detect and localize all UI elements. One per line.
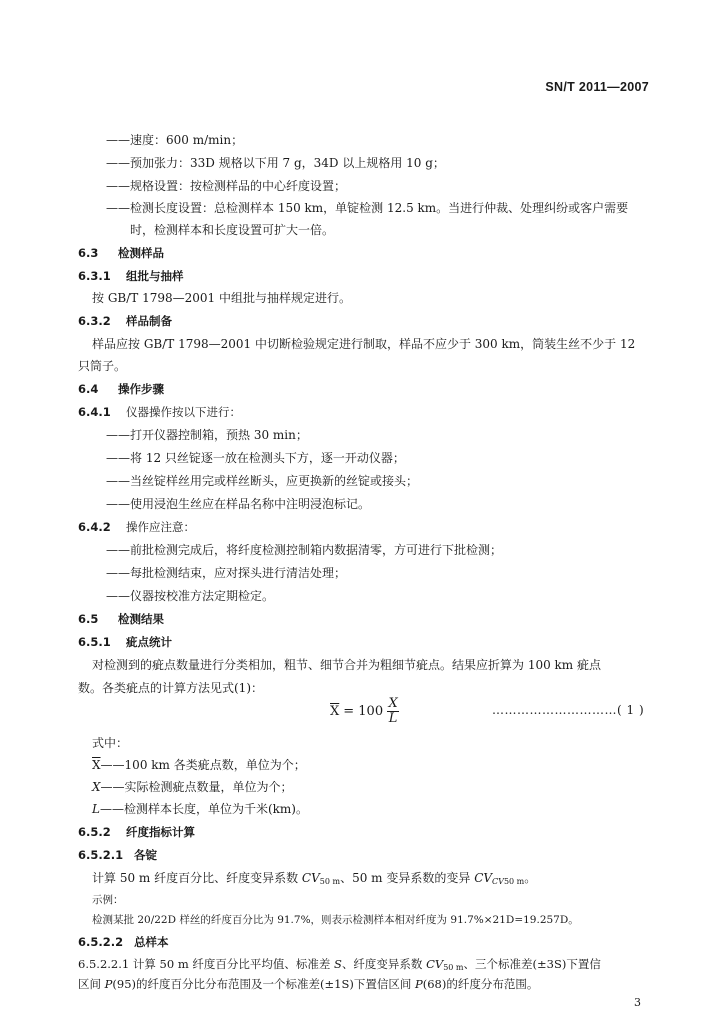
section-number: 6.5 xyxy=(78,612,99,626)
fraction-denominator: L xyxy=(388,711,398,726)
subscript: 50 m xyxy=(443,963,464,972)
cv-symbol: CV xyxy=(474,871,493,885)
section-heading xyxy=(78,404,658,420)
note-item: ——前批检测完成后，将纤度检测控制箱内数据清零，方可进行下批检测； xyxy=(106,543,503,557)
section-heading xyxy=(78,824,658,840)
formula-fraction xyxy=(387,697,399,726)
where-intro: 式中： xyxy=(92,736,129,750)
text-run: (68)的纤度分布范围。 xyxy=(422,977,539,991)
section-title: 仪器操作按以下进行： xyxy=(126,405,241,419)
text-run: 区间 xyxy=(78,977,105,991)
section-number: 6.3.1 xyxy=(78,269,111,283)
example-text: 检测某批 20/22D 样丝的纤度百分比为 91.7%，则表示检测样本相对纤度为 91.7%×21D=19.257D。 xyxy=(92,914,579,926)
paragraph xyxy=(78,956,658,976)
step-item: ——将 12 只丝锭逐一放在检测头下方，逐一开动仪器； xyxy=(106,451,405,465)
section-heading xyxy=(78,934,658,950)
note-item: ——每批检测结束，应对探头进行清洁处理； xyxy=(106,566,347,580)
length-setting-item-cont: 时，检测样本和长度设置可扩大一倍。 xyxy=(130,223,335,237)
section-number: 6.4.1 xyxy=(78,405,111,419)
definition: ——检测样本长度，单位为千米(km)。 xyxy=(99,802,308,816)
example-label: 示例： xyxy=(92,894,124,906)
symbol: $\overline{X}$ xyxy=(92,758,101,772)
section-number: 6.4.2 xyxy=(78,520,111,534)
section-heading xyxy=(78,268,658,284)
section-title: 各锭 xyxy=(134,848,157,862)
definition: ——100 km 各类疵点数，单位为个； xyxy=(100,758,306,772)
step-item: ——打开仪器控制箱，预热 30 min； xyxy=(106,428,308,442)
standard-code: SN/T 2011—2007 xyxy=(545,80,649,94)
where-l xyxy=(92,801,672,817)
text-run: 计算 50 m 纤度百分比、纤度变异系数 xyxy=(92,871,302,885)
section-title: 总样本 xyxy=(134,935,169,949)
section-title: 样品制备 xyxy=(126,314,172,328)
section-heading xyxy=(78,381,658,397)
section-heading xyxy=(78,245,658,261)
paragraph-number: 6.5.2.2.1 xyxy=(78,957,130,971)
speed-item: ——速度：600 m/min； xyxy=(106,133,244,147)
step-item: ——当丝锭样丝用完或样丝断头，应更换新的丝锭或接头； xyxy=(106,474,419,488)
section-number: 6.5.1 xyxy=(78,635,111,649)
cv-symbol: CV xyxy=(426,957,444,971)
section-title: 操作步骤 xyxy=(118,382,164,396)
symbol: X xyxy=(92,780,101,794)
formula-lhs: $\overline{X}$ xyxy=(330,704,340,719)
section-number: 6.5.2.1 xyxy=(78,848,124,862)
definition: ——实际检测疵点数量，单位为个； xyxy=(100,780,293,794)
paragraph-cont: 只筒子。 xyxy=(78,359,127,373)
paragraph-cont: 数。各类疵点的计算方法见式(1)： xyxy=(78,681,263,695)
section-title: 检测样品 xyxy=(118,246,164,260)
formula-equals: = 100 xyxy=(343,704,384,719)
text-run: 计算 50 m 纤度百分比平均值、标准差 xyxy=(132,957,335,971)
text-run: 、50 m 变异系数的变异 xyxy=(340,871,475,885)
pretension-item: ——预加张力：33D 规格以下用 7 g，34D 以上规格用 10 g； xyxy=(106,156,445,170)
paragraph: 对检测到的疵点数量进行分类相加，粗节、细节合并为粗细节疵点。结果应折算为 100 km 疵点 xyxy=(92,658,602,672)
subscript xyxy=(492,877,524,886)
paragraph-cont xyxy=(78,976,658,992)
note-item: ——仪器按校准方法定期检定。 xyxy=(106,589,275,603)
equation-dots: ………………………… xyxy=(492,703,617,717)
formula-1 xyxy=(330,697,399,726)
s-symbol: S xyxy=(334,957,342,971)
length-setting-item: ——检测长度设置：总检测样本 150 km，单锭检测 12.5 km。当进行仲裁、处理纠纷或客户需要 xyxy=(106,201,629,215)
text-run: 、纤度变异系数 xyxy=(341,957,427,971)
section-number: 6.3 xyxy=(78,246,99,260)
section-number: 6.3.2 xyxy=(78,314,111,328)
where-xbar xyxy=(92,757,672,773)
section-number: 6.4 xyxy=(78,382,99,396)
step-item: ——使用浸泡生丝应在样品名称中注明浸泡标记。 xyxy=(106,497,371,511)
section-title: 疵点统计 xyxy=(126,635,172,649)
section-title: 操作应注意： xyxy=(126,520,195,534)
section-title: 检测结果 xyxy=(118,612,164,626)
section-heading xyxy=(78,634,658,650)
section-heading xyxy=(78,847,658,863)
section-heading xyxy=(78,313,658,329)
where-x xyxy=(92,779,672,795)
fraction-numerator: X xyxy=(388,696,398,711)
section-number: 6.5.2 xyxy=(78,825,111,839)
section-title: 纤度指标计算 xyxy=(126,825,195,839)
text-run: (95)的纤度百分比分布范围及一个标准差(±1S)下置信区间 xyxy=(112,977,415,991)
paragraph: 样品应按 GB/T 1798—2001 中切断检验规定进行制取，样品不应少于 300 km，筒装生丝不少于 12 xyxy=(92,337,636,351)
subscript-text: 50 m xyxy=(503,877,525,886)
subscript-symbol: CV xyxy=(492,877,504,886)
section-heading xyxy=(78,519,658,535)
section-title: 组批与抽样 xyxy=(126,269,184,283)
p-symbol: P xyxy=(414,977,423,991)
text-run: 、三个标准差(±3S)下置信 xyxy=(463,957,601,971)
text-run: 。 xyxy=(524,871,537,885)
paragraph: 按 GB/T 1798—2001 中组批与抽样规定进行。 xyxy=(92,291,351,305)
subscript: 50 m xyxy=(319,877,341,886)
paragraph xyxy=(92,870,672,890)
section-number: 6.5.2.2 xyxy=(78,935,124,949)
spec-setting-item: ——规格设置：按检测样品的中心纤度设置； xyxy=(106,179,347,193)
equation-label: ( 1 ) xyxy=(617,703,645,717)
section-heading xyxy=(78,611,658,627)
symbol: L xyxy=(92,802,100,816)
page-number: 3 xyxy=(634,996,641,1009)
equation-number xyxy=(492,703,644,717)
cv-symbol: CV xyxy=(301,871,320,885)
p-symbol: P xyxy=(104,977,113,991)
